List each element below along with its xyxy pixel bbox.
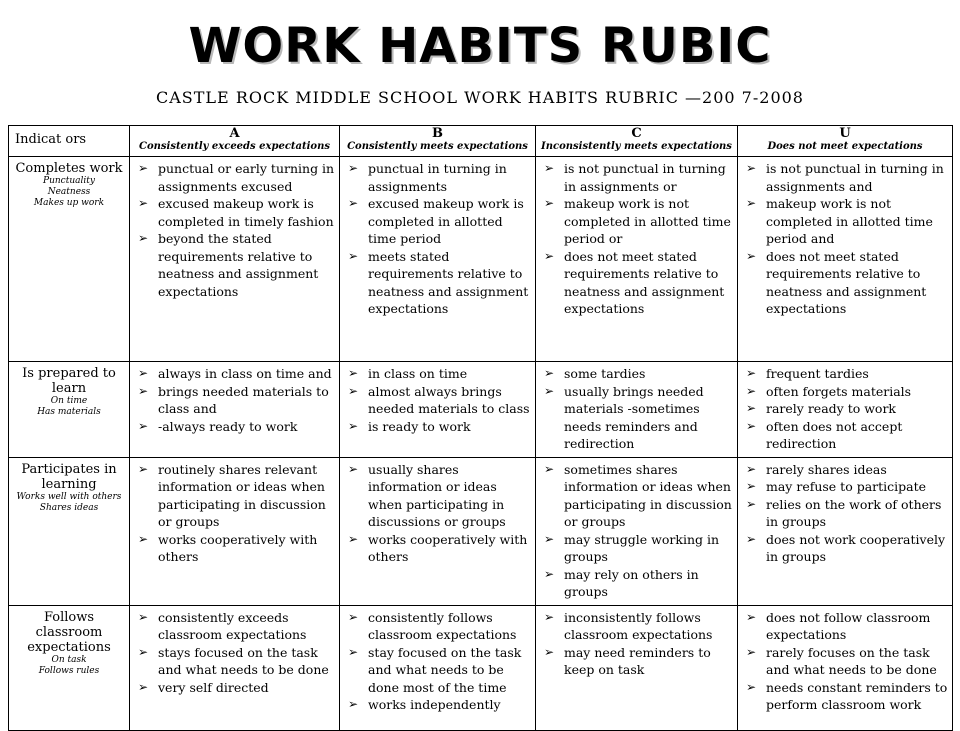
criteria-item: ➢ sometimes shares information or ideas when participating in discussion or groups xyxy=(540,461,733,531)
grade-description: Consistently meets expectations xyxy=(347,141,528,152)
criteria-item: ➢ consistently exceeds classroom expectations xyxy=(134,609,335,644)
criteria-item: ➢ makeup work is not completed in allotted time period or xyxy=(540,195,733,248)
criteria-item: ➢ inconsistently follows classroom expectations xyxy=(540,609,733,644)
indicator-subitem: Punctuality xyxy=(43,176,95,186)
indicator-subitem: Has materials xyxy=(37,407,101,417)
indicator-subitem: Makes up work xyxy=(33,198,105,208)
criteria-item: ➢ usually shares information or ideas when participating in discussions or groups xyxy=(344,461,531,531)
criteria-cell-c xyxy=(536,362,738,458)
criteria-item: ➢ needs constant reminders to perform classroom work xyxy=(742,679,948,714)
criteria-item: ➢ punctual in turning in assignments xyxy=(344,160,531,195)
grade-description: Does not meet expectations xyxy=(767,141,923,152)
indicator-cell xyxy=(9,157,130,362)
criteria-item: ➢ usually brings needed materials -sometimes needs reminders and redirection xyxy=(540,383,733,453)
criteria-item: ➢ relies on the work of others in groups xyxy=(742,496,948,531)
criteria-item: ➢ stay focused on the task and what needs to be done most of the time xyxy=(344,644,531,697)
criteria-cell-b xyxy=(340,362,536,458)
criteria-cell-a xyxy=(130,362,340,458)
criteria-item: ➢ may refuse to participate xyxy=(742,478,948,496)
indicator-subitem: Works well with others xyxy=(16,491,122,502)
criteria-item: ➢ brings needed materials to class and xyxy=(134,383,335,418)
rubric-row-participates-in-learning xyxy=(9,457,953,605)
criteria-cell-u xyxy=(738,362,953,458)
grade-label: C xyxy=(631,126,642,141)
column-header-a xyxy=(130,126,340,157)
indicators-header-label: Indicat ors xyxy=(15,132,87,147)
criteria-item: ➢ does not meet stated requirements relative to neatness and assignment expectations xyxy=(742,248,948,318)
indicators-header xyxy=(9,126,130,157)
criteria-item: ➢ excused makeup work is completed in timely fashion xyxy=(134,195,335,230)
indicator-subitem: Neatness xyxy=(47,187,91,197)
indicator-title: Is prepared to learn xyxy=(22,366,116,396)
criteria-item: ➢ works cooperatively with others xyxy=(134,531,335,566)
criteria-item: ➢ punctual or early turning in assignments excused xyxy=(134,160,335,195)
criteria-item: ➢ routinely shares relevant information or ideas when participating in discussion or groups xyxy=(134,461,335,531)
criteria-item: ➢ some tardies xyxy=(540,365,733,383)
criteria-item: ➢ consistently follows classroom expectations xyxy=(344,609,531,644)
criteria-item: ➢ is not punctual in turning in assignments and xyxy=(742,160,948,195)
column-header-u xyxy=(738,126,953,157)
criteria-item: ➢ often does not accept redirection xyxy=(742,418,948,453)
criteria-item: ➢ meets stated requirements relative to neatness and assignment expectations xyxy=(344,248,531,318)
criteria-cell-b xyxy=(340,605,536,730)
header-row xyxy=(9,126,953,157)
indicator-cell xyxy=(9,605,130,730)
indicator-subitem: On time xyxy=(50,396,88,406)
criteria-item: ➢ may need reminders to keep on task xyxy=(540,644,733,679)
criteria-cell-a xyxy=(130,457,340,605)
criteria-item: ➢ rarely shares ideas xyxy=(742,461,948,479)
criteria-cell-c xyxy=(536,157,738,362)
indicator-cell xyxy=(9,457,130,605)
criteria-cell-u xyxy=(738,457,953,605)
indicator-title: Participates in learning xyxy=(21,461,117,492)
criteria-item: ➢ rarely focuses on the task and what needs to be done xyxy=(742,644,948,679)
criteria-cell-c xyxy=(536,605,738,730)
criteria-item: ➢ stays focused on the task and what needs to be done xyxy=(134,644,335,679)
rubric-table xyxy=(8,125,953,731)
criteria-item: ➢ -always ready to work xyxy=(134,418,335,436)
criteria-item: ➢ does not follow classroom expectations xyxy=(742,609,948,644)
criteria-cell-b xyxy=(340,457,536,605)
criteria-item: ➢ is ready to work xyxy=(344,418,531,436)
criteria-cell-u xyxy=(738,157,953,362)
criteria-item: ➢ excused makeup work is completed in allotted time period xyxy=(344,195,531,248)
criteria-item: ➢ frequent tardies xyxy=(742,365,948,383)
rubric-row-follows-expectations xyxy=(9,605,953,730)
criteria-item: ➢ very self directed xyxy=(134,679,335,697)
criteria-item: ➢ may struggle working in groups xyxy=(540,531,733,566)
criteria-cell-c xyxy=(536,457,738,605)
grade-description: Inconsistently meets expectations xyxy=(541,141,732,152)
criteria-item: ➢ is not punctual in turning in assignments or xyxy=(540,160,733,195)
grade-label: U xyxy=(839,126,851,141)
page-subtitle: CASTLE ROCK MIDDLE SCHOOL WORK HABITS RUBRIC —200 7-2008 xyxy=(156,88,804,107)
criteria-item: ➢ always in class on time and xyxy=(134,365,335,383)
criteria-item: ➢ does not work cooperatively in groups xyxy=(742,531,948,566)
criteria-item: ➢ in class on time xyxy=(344,365,531,383)
indicator-subitem: On task xyxy=(51,654,87,665)
criteria-cell-a xyxy=(130,605,340,730)
criteria-item: ➢ works cooperatively with others xyxy=(344,531,531,566)
criteria-item: ➢ beyond the stated requirements relative to neatness and assignment expectations xyxy=(134,230,335,300)
criteria-item: ➢ almost always brings needed materials to class xyxy=(344,383,531,418)
rubric-row-prepared-to-learn xyxy=(9,362,953,458)
criteria-cell-b xyxy=(340,157,536,362)
column-header-c xyxy=(536,126,738,157)
criteria-cell-a xyxy=(130,157,340,362)
criteria-item: ➢ does not meet stated requirements relative to neatness and assignment expectations xyxy=(540,248,733,318)
criteria-cell-u xyxy=(738,605,953,730)
indicator-title: Completes work xyxy=(15,161,123,176)
indicator-cell xyxy=(9,362,130,458)
grade-label: B xyxy=(432,126,443,141)
indicator-title: Follows classroom expectations xyxy=(27,609,111,655)
grade-label: A xyxy=(229,126,240,141)
indicator-subitem: Shares ideas xyxy=(39,502,99,513)
rubric-row-completes-work xyxy=(9,157,953,362)
indicator-subitem: Follows rules xyxy=(38,665,100,676)
column-header-b xyxy=(340,126,536,157)
criteria-item: ➢ often forgets materials xyxy=(742,383,948,401)
criteria-item: ➢ makeup work is not completed in allotted time period and xyxy=(742,195,948,248)
page-title: WORK HABITS RUBIC xyxy=(188,18,772,74)
criteria-item: ➢ works independently xyxy=(344,696,531,714)
criteria-item: ➢ may rely on others in groups xyxy=(540,566,733,601)
criteria-item: ➢ rarely ready to work xyxy=(742,400,948,418)
grade-description: Consistently exceeds expectations xyxy=(138,141,330,152)
